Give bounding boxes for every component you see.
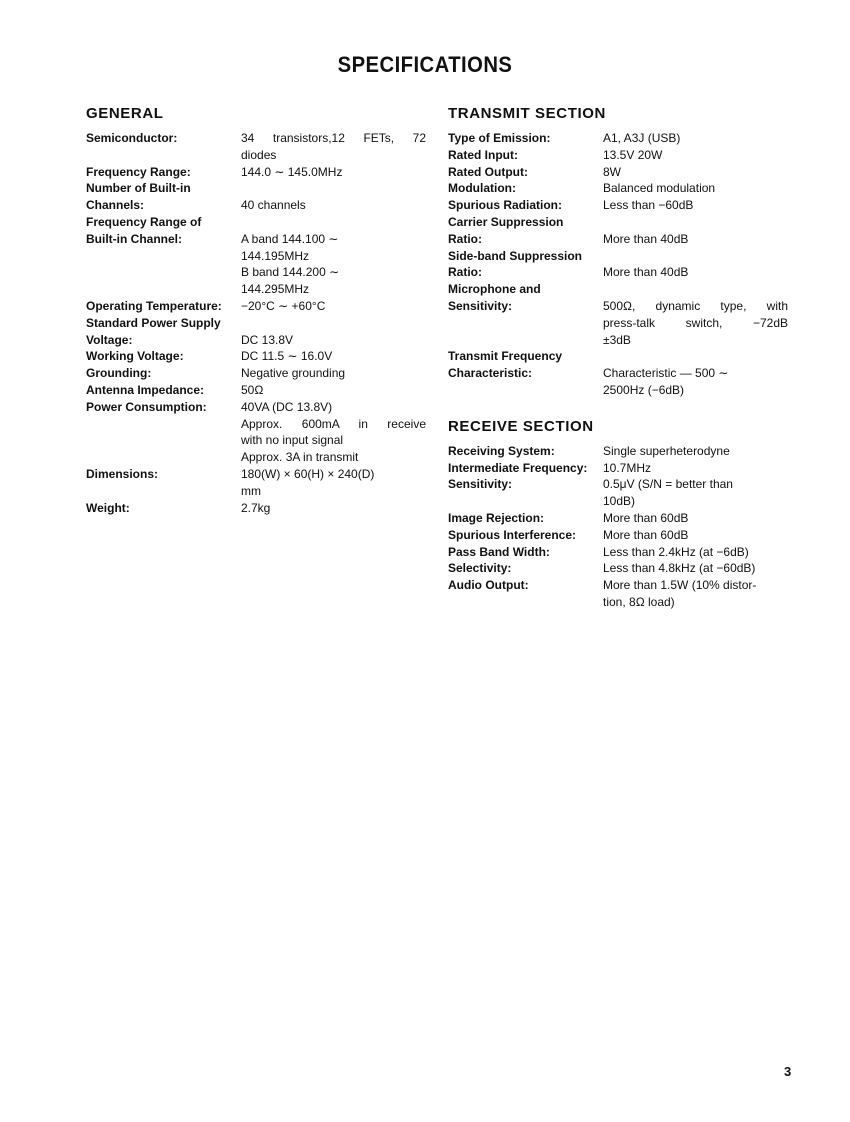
spec-row (448, 476, 788, 510)
spec-label-line: Rated Input: (448, 147, 518, 162)
spec-value-line: More than 60dB (603, 510, 689, 525)
spec-label (86, 130, 241, 164)
spec-value-line (241, 214, 426, 231)
spec-value-line: −20°C ∼ +60°C (241, 298, 326, 313)
spec-value (241, 180, 426, 214)
spec-label (86, 315, 241, 349)
spec-value (603, 460, 788, 477)
spec-row (448, 197, 788, 214)
spec-label-line: Receiving System: (448, 443, 555, 458)
spec-label (448, 510, 603, 527)
spec-label-line: Modulation: (448, 181, 516, 196)
spec-row (448, 577, 788, 611)
spec-row (448, 560, 788, 577)
spec-label-line: Semiconductor: (86, 131, 178, 145)
spec-row (448, 180, 788, 197)
spec-row (86, 348, 426, 365)
spec-label-line: Working Voltage: (86, 349, 184, 364)
spec-label (448, 164, 603, 181)
spec-label-line: Built-in Channel: (86, 231, 182, 246)
spec-label-line: Rated Output: (448, 164, 528, 179)
spec-value (241, 164, 426, 181)
spec-label-line (86, 248, 241, 265)
spec-value-line: ±3dB (603, 332, 631, 347)
spec-label-line (86, 416, 241, 433)
spec-label-line: Image Rejection: (448, 510, 545, 525)
spec-value-line: A band 144.100 ∼ (241, 231, 339, 246)
page-title: SPECIFICATIONS (337, 52, 513, 77)
spec-value-line: 40 channels (241, 198, 306, 213)
spec-value-line (603, 248, 788, 265)
spec-label (448, 281, 603, 348)
page-number: 3 (784, 1064, 792, 1079)
spec-label-line: Spurious Interference: (448, 527, 577, 542)
spec-value-line (603, 348, 788, 365)
spec-value-line: More than 60dB (603, 527, 689, 542)
spec-value (603, 248, 788, 282)
spec-value-line (241, 180, 426, 197)
receive-heading: RECEIVE SECTION (448, 417, 594, 435)
spec-label-line: Audio Output: (448, 578, 529, 593)
spec-value-line: A1, A3J (USB) (603, 131, 681, 145)
spec-label-line (86, 264, 241, 281)
general-heading: GENERAL (86, 105, 164, 122)
spec-label-line: Carrier Suppression (448, 214, 564, 229)
spec-row (86, 466, 426, 500)
spec-value-line: 34 transistors,12 FETs, 72 (241, 131, 426, 145)
spec-row (86, 382, 426, 399)
spec-value (241, 315, 426, 349)
spec-row (86, 365, 426, 382)
spec-label-line (86, 449, 241, 466)
spec-label-line: Voltage: (86, 332, 133, 347)
spec-row (448, 147, 788, 164)
spec-row (86, 500, 426, 517)
spec-label (448, 527, 603, 544)
spec-label (86, 348, 241, 365)
spec-label-line: Dimensions: (86, 466, 159, 481)
spec-row (448, 214, 788, 248)
spec-value-line: Single superheterodyne (603, 443, 730, 458)
spec-label (86, 365, 241, 382)
spec-value (603, 577, 788, 611)
spec-value-line: mm (241, 483, 261, 498)
spec-row (86, 164, 426, 181)
spec-row (448, 164, 788, 181)
spec-value-line (603, 214, 788, 231)
spec-label (86, 180, 241, 214)
right-column (448, 104, 788, 611)
spec-value (241, 382, 426, 399)
spec-label (86, 399, 241, 466)
spec-label-line (448, 493, 603, 510)
spec-value-line: 40VA (DC 13.8V) (241, 399, 333, 414)
spec-value-line: 144.0 ∼ 145.0MHz (241, 164, 343, 179)
spec-label (448, 460, 603, 477)
spec-label-line (86, 281, 241, 298)
spec-row (86, 315, 426, 349)
spec-label (448, 560, 603, 577)
spec-value (603, 348, 788, 398)
spec-value (241, 365, 426, 382)
spec-value (241, 348, 426, 365)
spec-value (603, 544, 788, 561)
spec-value-line: diodes (241, 147, 277, 162)
spec-label (448, 476, 603, 510)
spec-value-line: 2500Hz (−6dB) (603, 382, 685, 397)
spec-label-line: Grounding: (86, 366, 152, 381)
spec-value-line (241, 315, 426, 332)
spec-value-line: 13.5V 20W (603, 147, 663, 162)
spec-value (241, 130, 426, 164)
spec-value (603, 147, 788, 164)
spec-label-line: Antenna Impedance: (86, 382, 205, 397)
spec-label (86, 214, 241, 298)
spec-value-line: More than 1.5W (10% distor- (603, 578, 757, 593)
spec-row (448, 281, 788, 348)
spec-value (241, 214, 426, 298)
spec-value-line: 10.7MHz (603, 460, 652, 475)
spec-label-line: Frequency Range of (86, 214, 202, 229)
spec-label-line: Sensitivity: (448, 298, 513, 313)
spec-value-line: More than 40dB (603, 231, 689, 246)
spec-label-line: Transmit Frequency (448, 349, 563, 364)
spec-value (603, 214, 788, 248)
spec-value-line: 144.195MHz (241, 248, 310, 263)
spec-row (86, 130, 426, 164)
spec-value (603, 527, 788, 544)
spec-value-line: Approx. 600mA in receive (241, 416, 426, 431)
spec-label-line (448, 382, 603, 399)
spec-value (241, 399, 426, 466)
spec-value (603, 130, 788, 147)
spec-row (448, 443, 788, 460)
spec-value-line: press-talk switch, −72dB (603, 315, 788, 330)
spec-label-line (448, 332, 603, 349)
spec-value-line: 0.5μV (S/N = better than (603, 477, 733, 492)
spec-label (448, 180, 603, 197)
spec-value-line: 180(W) × 60(H) × 240(D) (241, 466, 375, 481)
spec-row (448, 460, 788, 477)
transmit-spec-list (448, 130, 788, 399)
spec-value-line: 2.7kg (241, 500, 271, 515)
spec-label (86, 298, 241, 315)
spec-value-line: Less than 4.8kHz (at −60dB) (603, 561, 756, 576)
spec-label-line: Ratio: (448, 265, 482, 280)
spec-value-line: Approx. 3A in transmit (241, 450, 359, 465)
spec-value (241, 466, 426, 500)
spec-value-line: 10dB) (603, 494, 636, 509)
spec-row (448, 348, 788, 398)
spec-row (448, 248, 788, 282)
spec-label-line: Microphone and (448, 282, 541, 297)
spec-row (86, 214, 426, 298)
spec-row (448, 130, 788, 147)
spec-label-line (86, 432, 241, 449)
spec-value (603, 443, 788, 460)
spec-value (603, 476, 788, 510)
spec-label-line (448, 594, 603, 611)
spec-value-line (603, 281, 788, 298)
spec-label (448, 248, 603, 282)
spec-row (448, 544, 788, 561)
spec-value (603, 510, 788, 527)
spec-label (448, 348, 603, 398)
spec-label-line: Channels: (86, 198, 145, 213)
spec-label-line: Selectivity: (448, 561, 512, 576)
spec-value-line: tion, 8Ω load) (603, 594, 675, 609)
transmit-heading: TRANSMIT SECTION (448, 105, 606, 122)
spec-value-line: Balanced modulation (603, 181, 716, 196)
spec-label-line: Number of Built-in (86, 181, 191, 196)
spec-label (448, 147, 603, 164)
spec-label (448, 577, 603, 611)
spec-row (448, 510, 788, 527)
spec-label-line: Characteristic: (448, 366, 533, 381)
general-spec-list (86, 130, 426, 516)
spec-label (448, 130, 603, 147)
spec-label-line: Standard Power Supply (86, 315, 221, 330)
spec-label-line: Power Consumption: (86, 399, 207, 414)
receive-spec-list (448, 443, 788, 611)
spec-label-line: Ratio: (448, 231, 482, 246)
spec-value-line: DC 13.8V (241, 332, 294, 347)
spec-label-line: Sensitivity: (448, 477, 513, 492)
spec-label-line (86, 483, 241, 500)
spec-value-line: B band 144.200 ∼ (241, 265, 340, 280)
spec-value-line: Less than −60dB (603, 198, 694, 213)
spec-row (86, 180, 426, 214)
spec-value (603, 180, 788, 197)
spec-value-line: DC 11.5 ∼ 16.0V (241, 349, 333, 364)
spec-label-line (448, 315, 603, 332)
spec-label-line: Intermediate Frequency: (448, 460, 588, 475)
spec-label-line (86, 147, 241, 164)
spec-label (448, 214, 603, 248)
spec-label-line: Frequency Range: (86, 164, 191, 179)
spec-value-line: Negative grounding (241, 366, 346, 381)
spec-label (86, 500, 241, 517)
spec-row (86, 298, 426, 315)
general-column (86, 104, 426, 516)
spec-value-line: with no input signal (241, 433, 344, 448)
spec-label (86, 164, 241, 181)
spec-label (448, 197, 603, 214)
spec-label (86, 382, 241, 399)
spec-value (603, 560, 788, 577)
spec-value (603, 197, 788, 214)
spec-label (448, 443, 603, 460)
spec-value (603, 164, 788, 181)
spec-label (448, 544, 603, 561)
spec-value-line: 500Ω, dynamic type, with (603, 298, 788, 313)
spec-label-line: Operating Temperature: (86, 298, 222, 313)
spec-value-line: Characteristic — 500 ∼ (603, 366, 729, 381)
spec-value-line: 8W (603, 164, 621, 179)
spec-value-line: 50Ω (241, 382, 264, 397)
spec-value-line: 144.295MHz (241, 282, 310, 297)
spec-label-line: Weight: (86, 500, 130, 515)
spec-value (241, 298, 426, 315)
spec-value (241, 500, 426, 517)
spec-row (448, 527, 788, 544)
spec-label-line: Spurious Radiation: (448, 198, 562, 213)
spec-label-line: Side-band Suppression (448, 248, 583, 263)
spec-value (603, 281, 788, 348)
spec-row (86, 399, 426, 466)
spec-value-line: Less than 2.4kHz (at −6dB) (603, 544, 749, 559)
spec-value-line: More than 40dB (603, 265, 689, 280)
spec-label-line: Pass Band Width: (448, 544, 550, 559)
spec-label-line: Type of Emission: (448, 131, 551, 145)
spec-label (86, 466, 241, 500)
